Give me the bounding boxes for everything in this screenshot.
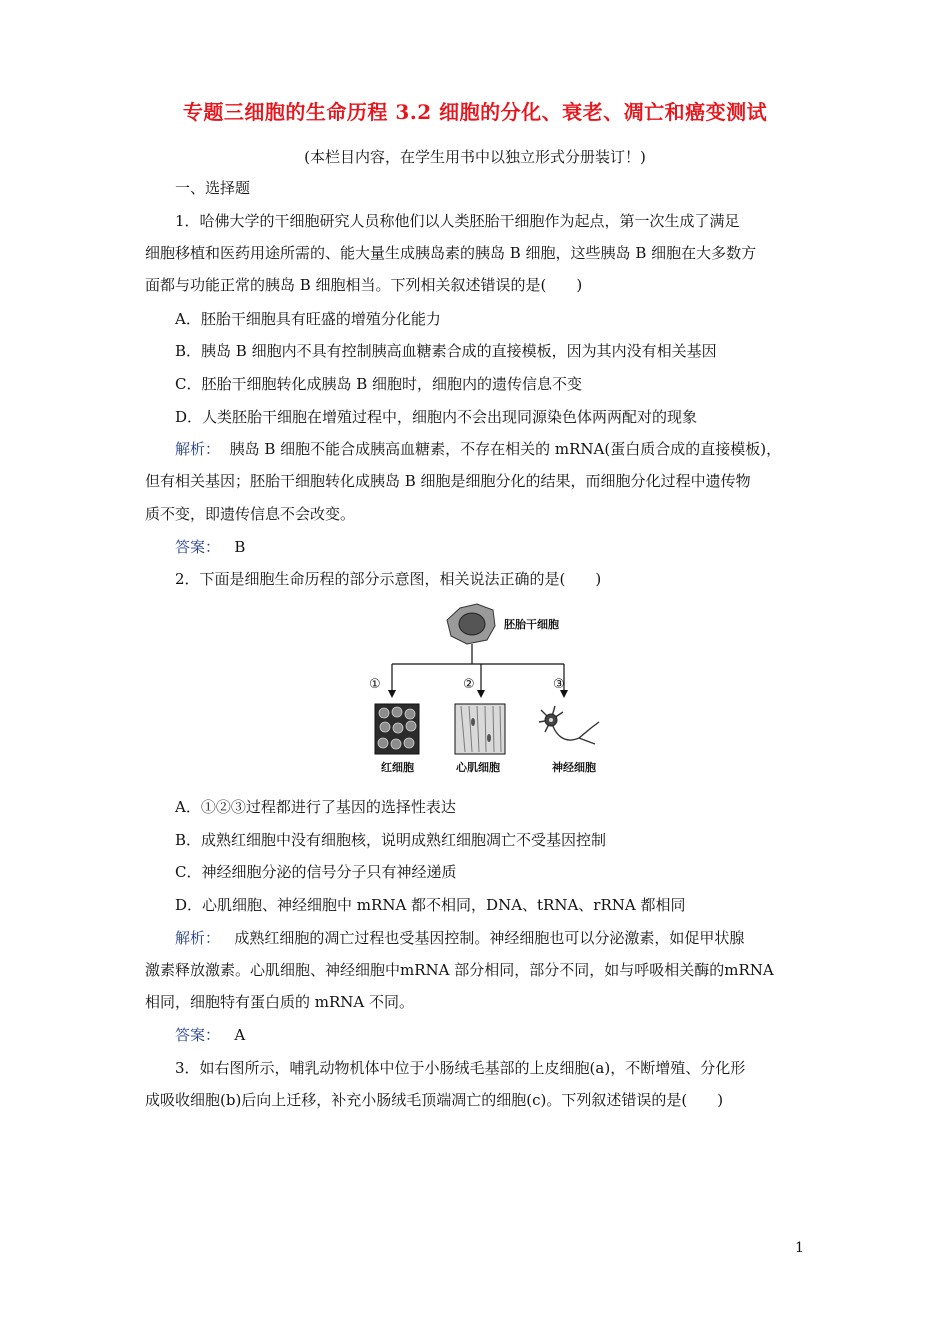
neuron-label: 神经细胞 xyxy=(552,761,596,774)
q1-answer-label: 答案： xyxy=(175,538,221,556)
figure-svg xyxy=(355,598,615,783)
section-heading: 一、选择题 xyxy=(175,179,251,197)
marker-3: ③ xyxy=(553,677,565,692)
q1-stem-line-2: 细胞移植和医药用途所需的、能大量生成胰岛素的胰岛 B 细胞，这些胰岛 B 细胞在大多数方 xyxy=(145,244,757,262)
q1-analysis-label: 解析： xyxy=(175,440,221,458)
marker-1: ① xyxy=(369,677,381,692)
q1-option-b: B．胰岛 B 细胞内不具有控制胰高血糖素合成的直接模板，因为其内没有相关基因 xyxy=(175,342,717,360)
q1-stem-line-3: 面都与功能正常的胰岛 B 细胞相当。下列相关叙述错误的是( ) xyxy=(145,276,583,294)
q2-answer-value: A xyxy=(234,1026,246,1044)
q2-analysis-label: 解析： xyxy=(175,929,221,947)
arrowhead-1 xyxy=(388,690,396,698)
q1-analysis-line-1 xyxy=(175,439,845,459)
q2-answer-label: 答案： xyxy=(175,1026,221,1044)
q1-option-a: A．胚胎干细胞具有旺盛的增殖分化能力 xyxy=(175,310,441,328)
q2-analysis-text-1: 成熟红细胞的凋亡过程也受基因控制。神经细胞也可以分泌激素，如促甲状腺 xyxy=(234,929,745,947)
q3-stem-line-1: 3．如右图所示，哺乳动物机体中位于小肠绒毛基部的上皮细胞(a)，不断增殖、分化形 xyxy=(175,1059,746,1077)
marker-2: ② xyxy=(463,677,475,692)
q1-analysis-line-2: 但有相关基因；胚胎干细胞转化成胰岛 B 细胞是细胞分化的结果，而细胞分化过程中遗传物 xyxy=(145,472,751,490)
q2-stem: 2．下面是细胞生命历程的部分示意图，相关说法正确的是( ) xyxy=(175,570,602,588)
q1-option-c: C．胚胎干细胞转化成胰岛 B 细胞时，细胞内的遗传信息不变 xyxy=(175,375,583,393)
arrowhead-2 xyxy=(477,690,485,698)
cell-differentiation-figure xyxy=(355,598,615,783)
stem-cell-nucleus xyxy=(459,613,485,635)
q2-analysis-line-3: 相同，细胞特有蛋白质的 mRNA 不同。 xyxy=(145,993,415,1011)
page-number: 1 xyxy=(795,1240,804,1256)
q1-analysis-text-1: 胰岛 B 细胞不能合成胰高血糖素，不存在相关的 mRNA(蛋白质合成的直接模板)， xyxy=(229,440,782,458)
document-subtitle: (本栏目内容，在学生用书中以独立形式分册装订！) xyxy=(304,148,646,166)
q2-answer xyxy=(175,1025,845,1045)
document-title: 专题三细胞的生命历程 3.2 细胞的分化、衰老、凋亡和癌变测试 xyxy=(182,100,768,124)
q1-answer xyxy=(175,537,845,557)
q1-answer-value: B xyxy=(234,538,246,556)
q3-stem-line-2: 成吸收细胞(b)后向上迁移，补充小肠绒毛顶端凋亡的细胞(c)。下列叙述错误的是( ) xyxy=(145,1091,724,1109)
red-cell-label: 红细胞 xyxy=(381,761,414,774)
q2-option-a: A．①②③过程都进行了基因的选择性表达 xyxy=(175,798,456,816)
q1-stem-line-1: 1．哈佛大学的干细胞研究人员称他们以人类胚胎干细胞作为起点，第一次生成了满足 xyxy=(175,212,740,230)
q2-analysis-line-2: 激素释放激素。心肌细胞、神经细胞中mRNA 部分相同，部分不同，如与呼吸相关酶的mRNA xyxy=(145,961,774,979)
q2-option-b: B．成熟红细胞中没有细胞核，说明成熟红细胞凋亡不受基因控制 xyxy=(175,831,607,849)
q2-option-c: C．神经细胞分泌的信号分子只有神经递质 xyxy=(175,863,457,881)
q2-option-d: D．心肌细胞、神经细胞中 mRNA 都不相同，DNA、tRNA、rRNA 都相同 xyxy=(175,896,686,914)
heart-muscle-label: 心肌细胞 xyxy=(456,761,500,774)
q2-analysis-line-1 xyxy=(175,928,845,948)
q1-analysis-line-3: 质不变，即遗传信息不会改变。 xyxy=(145,505,356,523)
stem-cell-label: 胚胎干细胞 xyxy=(504,618,559,631)
q1-option-d: D．人类胚胎干细胞在增殖过程中，细胞内不会出现同源染色体两两配对的现象 xyxy=(175,408,698,426)
